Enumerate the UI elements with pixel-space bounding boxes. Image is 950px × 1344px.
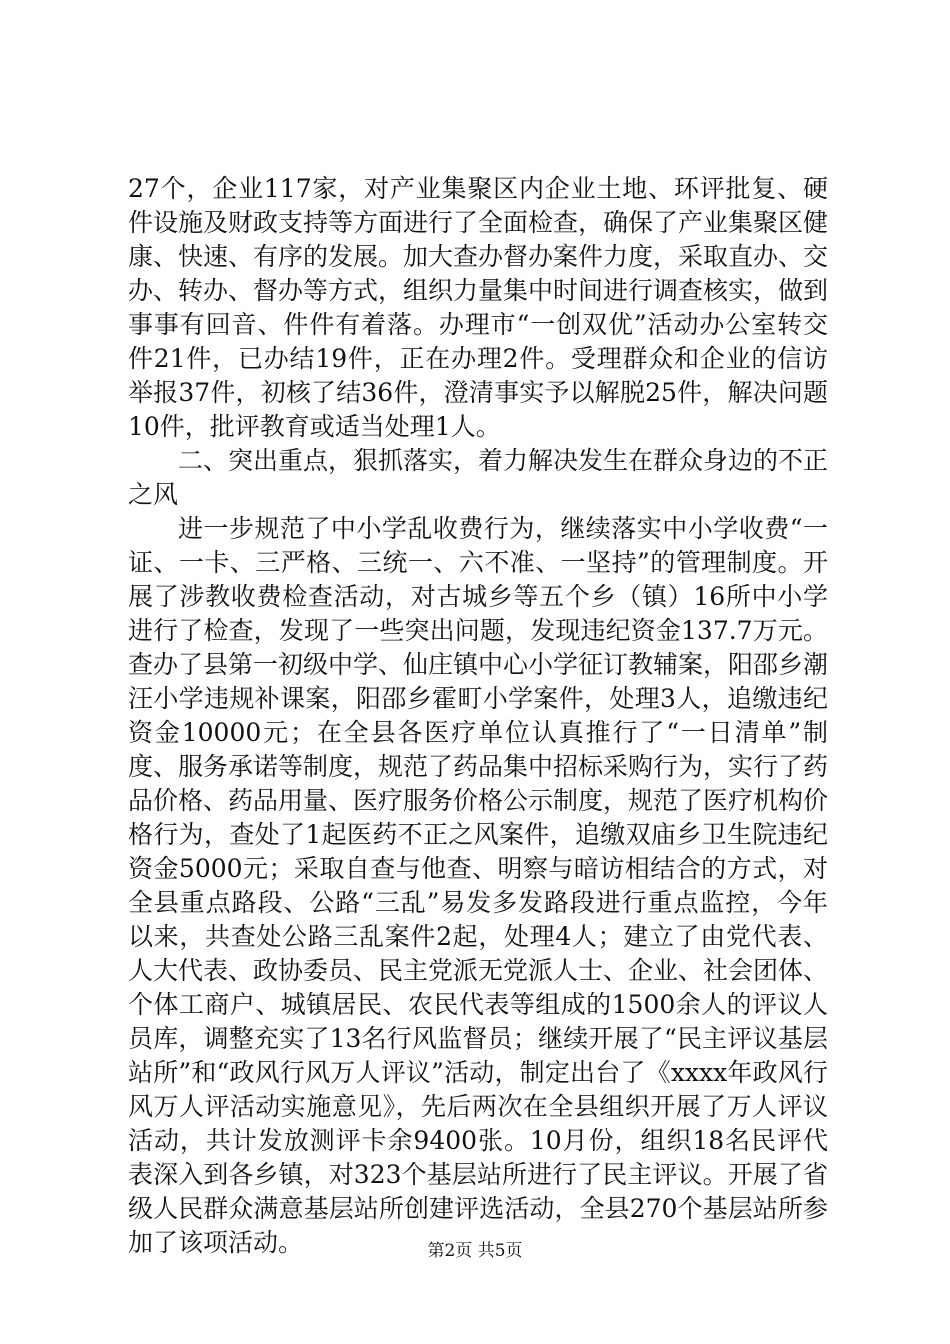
document-body	[128, 172, 828, 1260]
paragraph-continued: 27个，企业117家，对产业集聚区内企业土地、环评批复、硬件设施及财政支持等方面进行了全面检查，确保了产业集聚区健康、快速、有序的发展。加大查办督办案件力度，采取直办、交办、转办、督办等方式，组织力量集中时间进行调查核实，做到事事有回音、件件有着落。办理市“一创双优”活动办公室转交件21件，已办结19件，正在办理2件。受理群众和企业的信访举报37件，初核了结36件，澄清事实予以解脱25件，解决问题10件，批评教育或适当处理1人。	[128, 174, 829, 441]
section-heading: 二、突出重点，狠抓落实，着力解决发生在群众身边的不正之风	[128, 446, 829, 509]
paragraph-body: 进一步规范了中小学乱收费行为，继续落实中小学收费“一证、一卡、三严格、三统一、六不准、一坚持”的管理制度。开展了涉教收费检查活动，对古城乡等五个乡（镇）16所中小学进行了检查，发现了一些突出问题，发现违纪资金137.7万元。查办了县第一初级中学、仙庄镇中心小学征订教辅案，阳邵乡潮汪小学违规补课案，阳邵乡霍町小学案件，处理3人，追缴违纪资金10000元；在全县各医疗单位认真推行了“一日清单”制度、服务承诺等制度，规范了药品集中招标采购行为，实行了药品价格、药品用量、医疗服务价格公示制度，规范了医疗机构价格行为，查处了1起医药不正之风案件，追缴双庙乡卫生院违纪资金5000元；采取自查与他查、明察与暗访相结合的方式，对全县重点路段、公路“三乱”易发多发路段进行重点监控，今年以来，共查处公路三乱案件2起，处理4人；建立了由党代表、人大代表、政协委员、民主党派无党派人士、企业、社会团体、个体工商户、城镇居民、农民代表等组成的1500余人的评议人员库，调整充实了13名行风监督员；继续开展了“民主评议基层站所”和“政风行风万人评议”活动，制定出台了《xxxx年政风行风万人评活动实施意见》，先后两次在全县组织开展了万人评议活动，共计发放测评卡余9400张。10月份，组织18名民评代表深入到各乡镇，对323个基层站所进行了民主评议。开展了省级人民群众满意基层站所创建评选活动，全县270个基层站所参加了该项活动。	[128, 514, 829, 1257]
page-number-footer: 第2页 共5页	[427, 1241, 523, 1261]
